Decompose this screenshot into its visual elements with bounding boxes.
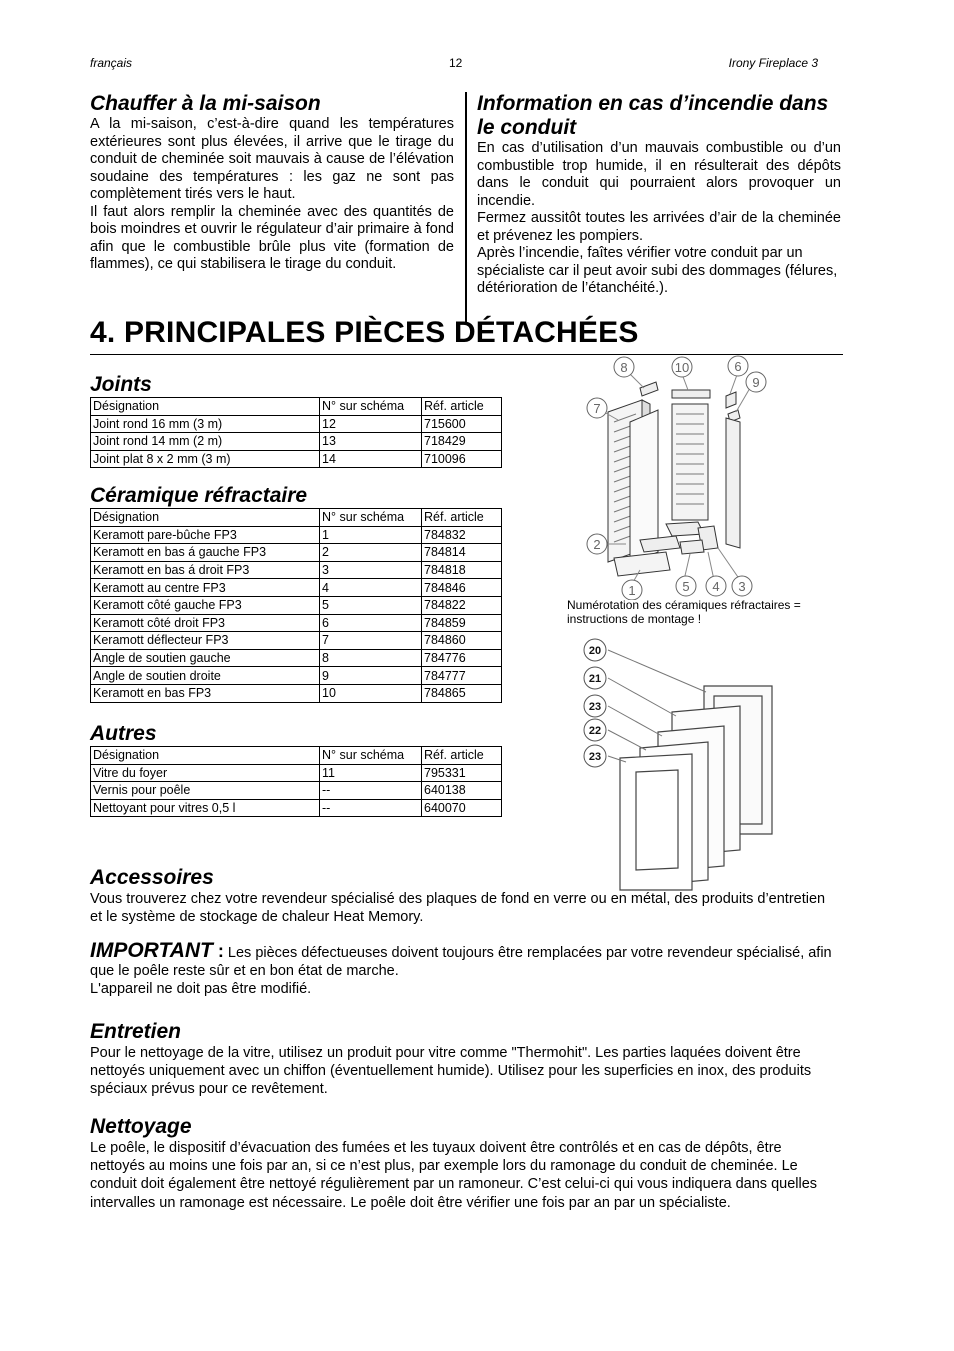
table-row (91, 632, 502, 650)
cell-schema: 10 (320, 684, 422, 702)
cell-ref: 784846 (422, 579, 502, 597)
header-schema: N° sur schéma (320, 509, 422, 527)
door-glass-diagram (580, 636, 780, 892)
joints-title: Joints (90, 373, 152, 396)
cell-designation: Keramott en bas FP3 (91, 684, 320, 702)
diagram-caption: Numérotation des céramiques réfractaires = instructions de montage ! (567, 598, 801, 626)
table-row (91, 526, 502, 544)
table-row (91, 684, 502, 702)
label-1: 1 (628, 583, 636, 598)
header-product: Irony Fireplace 3 (728, 56, 818, 70)
autres-section (90, 722, 502, 817)
important-colon: : (212, 941, 224, 961)
cell-designation: Angle de soutien droite (91, 667, 320, 685)
label-6: 6 (734, 359, 742, 374)
header-ref: Réf. article (422, 509, 502, 527)
header-schema: N° sur schéma (320, 747, 422, 765)
label-8: 8 (620, 360, 628, 375)
entretien-text: Pour le nettoyage de la vitre, utilisez un produit pour vitre comme "Thermohit". Les parties laquées doivent être nettoyés uniquement avec un chiffon (éventuellement humide). Utilisez pour les superficies en inox, des produits spéciaux prévus pour ce revêtement. (90, 1045, 812, 1098)
label-22: 22 (588, 725, 602, 737)
right-column (477, 92, 841, 298)
table-row (91, 561, 502, 579)
label-23-a: 23 (588, 701, 602, 713)
cell-ref: 784777 (422, 667, 502, 685)
label-4: 4 (712, 579, 720, 594)
table-row (91, 544, 502, 562)
cell-designation: Vitre du foyer (91, 764, 320, 782)
important-text-2: L'appareil ne doit pas être modifié. (90, 981, 312, 998)
cell-ref: 784776 (422, 649, 502, 667)
chapter-title (90, 316, 843, 355)
cell-schema: 2 (320, 544, 422, 562)
accessoires-title: Accessoires (90, 866, 214, 889)
table-header-row (91, 398, 502, 416)
cell-schema: 14 (320, 450, 422, 468)
cell-schema: 4 (320, 579, 422, 597)
incendie-paragraph-3: Après l’incendie, faîtes vérifier votre conduit par un spécialiste car il peut avoir subi des dommages (félures, détérioration de l’étanchéité.). (477, 245, 838, 296)
entretien-section (90, 1020, 835, 1099)
cell-designation: Keramott pare-bûche FP3 (91, 526, 320, 544)
cell-schema: -- (320, 782, 422, 800)
label-5: 5 (682, 579, 690, 594)
section-title-mi-saison: Chauffer à la mi-saison (90, 92, 321, 115)
table-row (91, 764, 502, 782)
ceramic-parts-diagram (580, 352, 780, 600)
ceramique-table (90, 508, 502, 703)
cell-ref: 715600 (422, 415, 502, 433)
cell-schema: 11 (320, 764, 422, 782)
chapter-title-text: PRINCIPALES PIÈCES DÉTACHÉES (123, 316, 639, 349)
cell-ref: 784814 (422, 544, 502, 562)
cell-designation: Keramott en bas á gauche FP3 (91, 544, 320, 562)
header-schema: N° sur schéma (320, 398, 422, 416)
label-2: 2 (593, 537, 601, 552)
cell-designation: Joint plat 8 x 2 mm (3 m) (91, 450, 320, 468)
cell-schema: -- (320, 799, 422, 817)
cell-ref: 640138 (422, 782, 502, 800)
label-23-b: 23 (588, 751, 602, 763)
cell-ref: 784860 (422, 632, 502, 650)
mi-saison-paragraph-2: Il faut alors remplir la cheminée avec des quantités de bois moindres et ouvrir le régulateur d’air primaire à fond afin que le combustible brûle plus vite (formation de flammes), ce qui stabilisera le tirage du conduit. (90, 203, 454, 272)
table-row (91, 614, 502, 632)
table-row (91, 433, 502, 451)
cell-ref: 718429 (422, 433, 502, 451)
cell-ref: 784818 (422, 561, 502, 579)
label-9: 9 (752, 375, 760, 390)
header-ref: Réf. article (422, 398, 502, 416)
header-designation: Désignation (91, 398, 320, 416)
ceramique-section (90, 484, 502, 703)
accessoires-text: Vous trouverez chez votre revendeur spécialisé des plaques de fond en verre ou en métal, des produits d’entretien et le système de stockage de chaleur Heat Memory. (90, 891, 826, 926)
cell-ref: 795331 (422, 764, 502, 782)
cell-schema: 8 (320, 649, 422, 667)
header-ref: Réf. article (422, 747, 502, 765)
chapter-number: 4. (90, 316, 116, 349)
cell-designation: Keramott déflecteur FP3 (91, 632, 320, 650)
table-header-row (91, 747, 502, 765)
cell-designation: Joint rond 14 mm (2 m) (91, 433, 320, 451)
cell-ref: 784859 (422, 614, 502, 632)
entretien-title: Entretien (90, 1020, 182, 1043)
cell-schema: 9 (320, 667, 422, 685)
table-row (91, 579, 502, 597)
cell-ref: 784832 (422, 526, 502, 544)
nettoyage-section (90, 1115, 835, 1212)
cell-designation: Keramott au centre FP3 (91, 579, 320, 597)
nettoyage-text: Le poêle, le dispositif d’évacuation des fumées et les tuyaux doivent être contrôlés et en cas de dépôts, être nettoyés au moins une fois par an, si ce n’est plus, par exemple lors du ramonage du conduit de cheminée. Le conduit doit également être nettoyé régulièrement par un ramoneur. C’est celui-ci qui vous indiquera dans quelles intervalles un ramonage est nécessaire. Le poêle doit être vérifier une fois par an par un spécialiste. (90, 1140, 818, 1211)
joints-section (90, 373, 502, 468)
important-title: IMPORTANT (90, 939, 213, 962)
cell-schema: 7 (320, 632, 422, 650)
incendie-paragraph-2: Fermez aussitôt toutes les arrivées d’air de la cheminée et prévenez les pompiers. (477, 210, 841, 244)
label-10: 10 (674, 360, 690, 375)
cell-schema: 6 (320, 614, 422, 632)
left-column (90, 92, 454, 274)
header-designation: Désignation (91, 509, 320, 527)
cell-designation: Nettoyant pour vitres 0,5 l (91, 799, 320, 817)
section-title-incendie: Information en cas d’incendie dans le conduit (477, 92, 829, 139)
cell-ref: 710096 (422, 450, 502, 468)
cell-designation: Keramott côté gauche FP3 (91, 596, 320, 614)
label-20: 20 (588, 645, 602, 657)
header-page-number: 12 (449, 56, 463, 70)
cell-schema: 12 (320, 415, 422, 433)
cell-designation: Vernis pour poêle (91, 782, 320, 800)
cell-designation: Keramott en bas á droit FP3 (91, 561, 320, 579)
cell-designation: Angle de soutien gauche (91, 649, 320, 667)
label-7: 7 (593, 401, 601, 416)
table-row (91, 450, 502, 468)
cell-ref: 640070 (422, 799, 502, 817)
cell-schema: 5 (320, 596, 422, 614)
table-row (91, 596, 502, 614)
cell-schema: 3 (320, 561, 422, 579)
incendie-paragraph-1: En cas d’utilisation d’un mauvais combustible ou d’un combustible trop humide, il en résulterait des dépôts dans le conduit qui pourraient alors provoquer un incendie. (477, 140, 841, 209)
cell-ref: 784822 (422, 596, 502, 614)
table-row (91, 799, 502, 817)
cell-designation: Keramott côté droit FP3 (91, 614, 320, 632)
header-language: français (90, 56, 133, 70)
nettoyage-title: Nettoyage (90, 1115, 192, 1138)
table-row (91, 649, 502, 667)
table-row (91, 782, 502, 800)
cell-schema: 13 (320, 433, 422, 451)
column-divider (465, 92, 467, 322)
important-text-1: Les pièces défectueuses doivent toujours être remplacées par votre revendeur spécialisé, afin que le poêle reste sûr et en bon état de marche. (90, 945, 832, 980)
autres-title: Autres (90, 722, 157, 745)
cell-designation: Joint rond 16 mm (3 m) (91, 415, 320, 433)
ceramique-title: Céramique réfractaire (90, 484, 308, 507)
header-designation: Désignation (91, 747, 320, 765)
label-21: 21 (588, 673, 602, 685)
accessoires-section (90, 866, 835, 926)
table-row (91, 415, 502, 433)
important-section (90, 939, 835, 999)
label-3: 3 (738, 579, 746, 594)
mi-saison-paragraph-1: A la mi-saison, c’est-à-dire quand les températures extérieures sont plus élevées, il arrive que le tirage du conduit de cheminée soit mauvais à cause de l’élévation soudaine des températures : les gaz ne sont pas complètement tirés vers le haut. (90, 116, 454, 202)
table-row (91, 667, 502, 685)
autres-table (90, 746, 502, 817)
cell-ref: 784865 (422, 684, 502, 702)
cell-schema: 1 (320, 526, 422, 544)
joints-table (90, 397, 502, 468)
table-header-row (91, 509, 502, 527)
